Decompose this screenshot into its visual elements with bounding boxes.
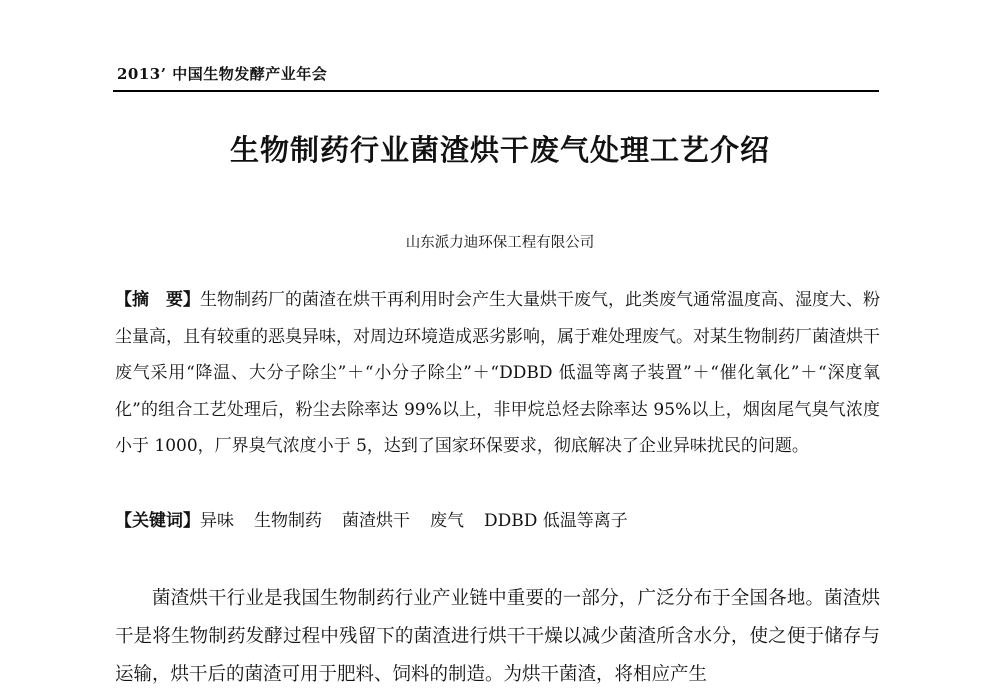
keyword: 生物制药 — [254, 511, 322, 531]
keyword: 废气 — [430, 511, 464, 531]
abstract-label: 【摘 要】 — [115, 290, 200, 310]
keywords — [115, 506, 880, 536]
keyword: 异味 — [200, 511, 234, 531]
article-title: 生物制药行业菌渣烘干废气处理工艺介绍 — [229, 133, 770, 167]
abstract-text: 生物制药厂的菌渣在烘干再利用时会产生大量烘干废气，此类废气通常温度高、湿度大、粉尘量高，且有较重的恶臭异味，对周边环境造成恶劣影响，属于难处理废气。对某生物制药厂菌渣烘干废气采用“降温、大分子除尘”＋“小分子除尘”＋“DDBD 低温等离子装置”＋“催化氧化”＋“深度氧化”的组合工艺处理后，粉尘去除率达 99%以上，非甲烷总烃去除率达 95%以上，烟囱尾气臭气浓度小于 1000，厂界臭气浓度小于 5，达到了国家环保要求，彻底解决了企业异味扰民的问题。 — [115, 290, 880, 456]
keywords-label: 【关键词】 — [115, 511, 200, 531]
author-affiliation: 山东派力迪环保工程有限公司 — [405, 235, 595, 251]
keyword: 菌渣烘干 — [342, 511, 410, 531]
running-header: 2013’ 中国生物发酵产业年会 — [117, 65, 328, 83]
header-rule — [113, 90, 879, 92]
keyword: DDBD 低温等离子 — [484, 511, 628, 531]
abstract — [115, 282, 880, 465]
body-paragraph: 菌渣烘干行业是我国生物制药行业产业链中重要的一部分，广泛分布于全国各地。菌渣烘干是将生物制药发酵过程中残留下的菌渣进行烘干干燥以减少菌渣所含水分，使之便于储存与运输，烘干后的菌渣可用于肥料、饲料的制造。为烘干菌渣，将相应产生 — [115, 588, 880, 685]
